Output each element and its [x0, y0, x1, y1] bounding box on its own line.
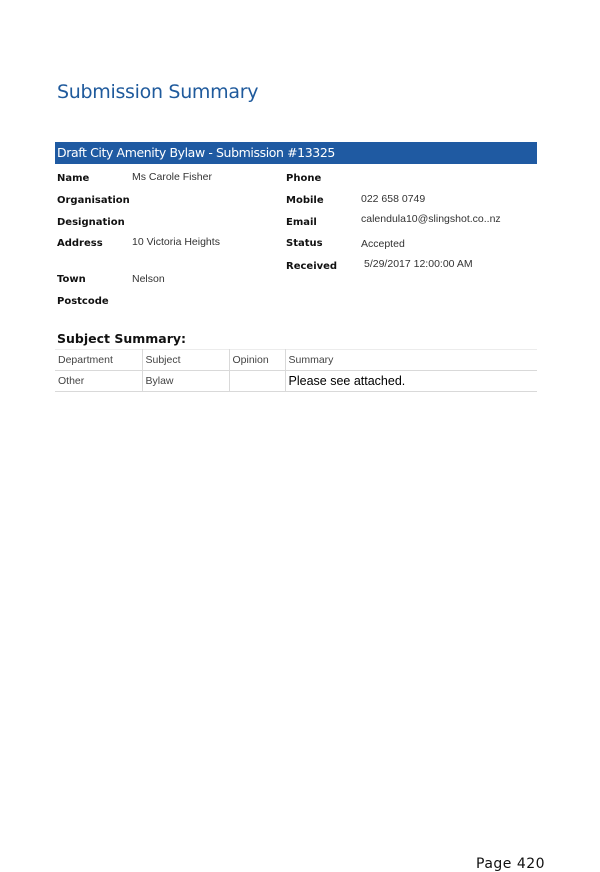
column-header-summary: Summary [285, 350, 537, 371]
summary-cell: Please see attached. [285, 371, 537, 392]
phone-label: Phone [286, 173, 322, 184]
department-cell: Other [55, 371, 142, 392]
column-header-subject: Subject [142, 350, 229, 371]
postcode-label: Postcode [57, 296, 109, 307]
opinion-cell [229, 371, 285, 392]
column-header-department: Department [55, 350, 142, 371]
email-label: Email [286, 217, 317, 228]
town-label: Town [57, 274, 86, 285]
subject-summary-table [55, 349, 537, 392]
name-value: Ms Carole Fisher [132, 171, 212, 183]
town-value: Nelson [132, 273, 165, 285]
received-value: 5/29/2017 12:00:00 AM [364, 258, 473, 270]
designation-label: Designation [57, 217, 125, 228]
subject-summary-heading: Subject Summary: [57, 331, 187, 346]
mobile-value: 022 658 0749 [361, 193, 426, 205]
status-value: Accepted [361, 238, 405, 250]
email-value: calendula10@slingshot.co..nz [361, 213, 501, 225]
mobile-label: Mobile [286, 195, 324, 206]
page-title: Submission Summary [57, 81, 259, 103]
address-value: 10 Victoria Heights [132, 236, 220, 248]
name-label: Name [57, 173, 90, 184]
submission-banner: Draft City Amenity Bylaw - Submission #13325 [55, 142, 537, 164]
subject-cell: Bylaw [142, 371, 229, 392]
table-header-row [55, 350, 537, 371]
organisation-label: Organisation [57, 195, 130, 206]
address-label: Address [57, 238, 103, 249]
column-header-opinion: Opinion [229, 350, 285, 371]
table-row [55, 371, 537, 392]
received-label: Received [286, 261, 338, 272]
page-number: Page 420 [476, 856, 546, 872]
status-label: Status [286, 238, 323, 249]
